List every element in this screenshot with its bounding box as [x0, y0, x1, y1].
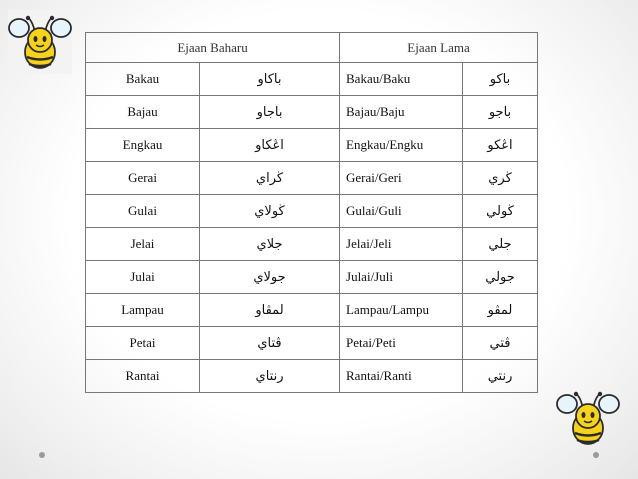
old-spelling-jawi-cell: اڠكو	[463, 129, 538, 162]
table-row	[86, 360, 538, 393]
new-spelling-jawi-cell: باكاو	[200, 63, 340, 96]
new-spelling-jawi-cell: ڤتاي	[200, 327, 340, 360]
table-row	[86, 228, 538, 261]
table-row	[86, 195, 538, 228]
old-spelling-rumi-cell: Lampau/Lampu	[340, 294, 463, 327]
new-spelling-jawi-cell: ڬولاي	[200, 195, 340, 228]
old-spelling-jawi-cell: جولي	[463, 261, 538, 294]
old-spelling-jawi-cell: جلي	[463, 228, 538, 261]
new-spelling-rumi-cell: Bakau	[86, 63, 200, 96]
old-spelling-rumi-cell: Jelai/Jeli	[340, 228, 463, 261]
header-ejaan-lama: Ejaan Lama	[340, 33, 538, 63]
table-row	[86, 162, 538, 195]
table-row	[86, 327, 538, 360]
table-header-row	[86, 33, 538, 63]
new-spelling-rumi-cell: Bajau	[86, 96, 200, 129]
new-spelling-rumi-cell: Jelai	[86, 228, 200, 261]
new-spelling-jawi-cell: رنتاي	[200, 360, 340, 393]
old-spelling-jawi-cell: رنتي	[463, 360, 538, 393]
new-spelling-jawi-cell: باجاو	[200, 96, 340, 129]
old-spelling-rumi-cell: Engkau/Engku	[340, 129, 463, 162]
new-spelling-jawi-cell: جولاي	[200, 261, 340, 294]
new-spelling-jawi-cell: لمڤاو	[200, 294, 340, 327]
old-spelling-jawi-cell: لمڤو	[463, 294, 538, 327]
old-spelling-rumi-cell: Bakau/Baku	[340, 63, 463, 96]
bee-icon	[556, 386, 620, 450]
new-spelling-rumi-cell: Petai	[86, 327, 200, 360]
slide-dot-left	[39, 452, 45, 458]
table-row	[86, 63, 538, 96]
table-row	[86, 96, 538, 129]
old-spelling-rumi-cell: Julai/Juli	[340, 261, 463, 294]
spelling-comparison-table	[85, 32, 538, 393]
old-spelling-jawi-cell: ڤتي	[463, 327, 538, 360]
table-row	[86, 129, 538, 162]
new-spelling-jawi-cell: جلاي	[200, 228, 340, 261]
old-spelling-jawi-cell: ڬولي	[463, 195, 538, 228]
old-spelling-rumi-cell: Gerai/Geri	[340, 162, 463, 195]
old-spelling-rumi-cell: Bajau/Baju	[340, 96, 463, 129]
new-spelling-jawi-cell: اڠكاو	[200, 129, 340, 162]
old-spelling-jawi-cell: باكو	[463, 63, 538, 96]
old-spelling-jawi-cell: ڬري	[463, 162, 538, 195]
new-spelling-rumi-cell: Gerai	[86, 162, 200, 195]
new-spelling-rumi-cell: Gulai	[86, 195, 200, 228]
slide-dot-right	[593, 452, 599, 458]
old-spelling-rumi-cell: Petai/Peti	[340, 327, 463, 360]
table-row	[86, 294, 538, 327]
new-spelling-jawi-cell: ڬراي	[200, 162, 340, 195]
old-spelling-rumi-cell: Gulai/Guli	[340, 195, 463, 228]
old-spelling-rumi-cell: Rantai/Ranti	[340, 360, 463, 393]
header-ejaan-baharu: Ejaan Baharu	[86, 33, 340, 63]
old-spelling-jawi-cell: باجو	[463, 96, 538, 129]
new-spelling-rumi-cell: Lampau	[86, 294, 200, 327]
bee-icon	[8, 10, 72, 74]
new-spelling-rumi-cell: Engkau	[86, 129, 200, 162]
new-spelling-rumi-cell: Julai	[86, 261, 200, 294]
new-spelling-rumi-cell: Rantai	[86, 360, 200, 393]
table-row	[86, 261, 538, 294]
